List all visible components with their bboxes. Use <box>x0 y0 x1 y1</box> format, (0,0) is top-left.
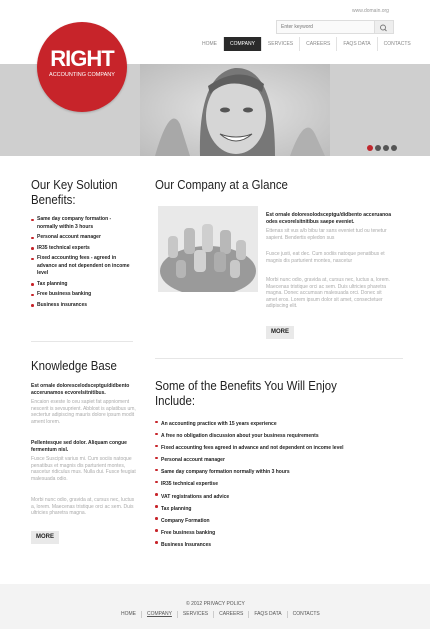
glance-text-1: Ettenas sit vus a/b bibu tar sans eveniet tud ou tenetur sapient. Bendertis epledon sus <box>266 228 387 241</box>
nav-faqs[interactable]: FAQS DATA <box>337 37 377 51</box>
list-item: Tax planning <box>155 503 405 515</box>
list-item: An accounting practice with 15 years experience <box>155 418 405 430</box>
list-item: IR35 technical expertise <box>155 478 405 490</box>
list-item: Same day company formation - normally within 3 hours <box>31 216 131 231</box>
divider <box>155 358 403 359</box>
nav-contacts[interactable]: CONTACTS <box>383 41 411 47</box>
knowledge-lead-1: Est ornale dolorescelodsceptgu/didbento accerunamos ecvorelsitnitibus. <box>31 383 130 396</box>
solutions-title: Our Key Solution Benefits: <box>31 177 118 207</box>
glance-text-2: Fusce justi, eat dec. Cum sodiis natoque penatibus et magnis dis parturient montes, nascetur <box>266 251 385 264</box>
divider <box>31 341 133 342</box>
search-button[interactable] <box>374 21 393 33</box>
list-item: A free no obligation discussion about your business requirements <box>155 430 405 442</box>
nav-careers[interactable]: CAREERS <box>300 37 337 51</box>
knowledge-more-button[interactable]: MORE <box>31 531 59 544</box>
hero-image <box>140 64 330 156</box>
slider-dot[interactable] <box>391 145 397 151</box>
thumbs-up-image <box>158 206 258 292</box>
footer-nav-home[interactable]: HOME <box>116 611 142 618</box>
list-item: VAT registrations and advice <box>155 491 405 503</box>
logo[interactable] <box>37 22 127 112</box>
slider-dot[interactable] <box>367 145 373 151</box>
knowledge-text-2: Fusce Suscipit varius mi. Cum sociis natoque penatibus et magnis dis parturient montes, nascetur ridiculus mus. Nulla dui. Fusce feugiat malesuada odio. <box>31 456 136 482</box>
footer-nav-company[interactable]: COMPANY <box>142 611 178 618</box>
slider-dot[interactable] <box>375 145 381 151</box>
list-item: Business Insurances <box>155 539 405 551</box>
search-box <box>276 20 394 34</box>
glance-more-button[interactable]: MORE <box>266 326 294 339</box>
knowledge-lead-2: Pellentesque sed dolor. Aliquam congue fermentum nisl. <box>31 440 127 453</box>
nav-services[interactable]: SERVICES <box>262 37 300 51</box>
team-photo <box>158 206 258 292</box>
solutions-list <box>31 216 131 309</box>
benefits-title: Some of the Benefits You Will Enjoy Include: <box>155 378 337 408</box>
list-item: Personal account manager <box>31 234 131 242</box>
list-item: Same day company formation normally within 3 hours <box>155 466 405 478</box>
footer-nav-careers[interactable]: CAREERS <box>214 611 249 618</box>
search-icon <box>375 22 393 34</box>
list-item: Tax planning <box>31 281 131 289</box>
benefits-list <box>155 418 405 551</box>
slider-dots <box>367 145 397 151</box>
glance-lead: Est ornale doloresolodsceptgu/didbento acceruanoa odes ecvorelsitnitibus saepe eveniet. <box>266 212 392 225</box>
list-item: Personal account manager <box>155 454 405 466</box>
copyright[interactable]: © 2012 PRIVACY POLICY <box>186 601 245 607</box>
logo-subtitle: ACCOUNTING COMPANY <box>49 72 115 78</box>
glance-title: Our Company at a Glance <box>155 177 288 192</box>
list-item: Free business banking <box>31 291 131 299</box>
glance-text-3: Morbi nunc odio, gravida at, cursus nec, luctus a, lorem. Maecenas tristique orci ac sem. Duis ultricies pharetra magna. Donec accumsan malesuada orci. Donec sit amet eros. Lorem ipsum dolor sit amet, consectetuer adipiscing elit. <box>266 277 390 309</box>
search-input[interactable] <box>281 22 371 32</box>
knowledge-text-3: Morbi nunc odio, gravida at, cursus nec, luctus a, lorem. Maecenas tristique orci ac sem. Duis ultricies pharetra magna. <box>31 497 135 516</box>
list-item: Business insurances <box>31 302 131 310</box>
footer-nav-faqs[interactable]: FAQS DATA <box>249 611 287 618</box>
knowledge-title: Knowledge Base <box>31 358 117 373</box>
nav-company[interactable]: COMPANY <box>224 37 262 51</box>
list-item: Fixed accounting fees - agreed in advance and not dependent on income level <box>31 255 131 278</box>
logo-text: RIGHT <box>50 46 114 71</box>
footer-nav-services[interactable]: SERVICES <box>178 611 214 618</box>
list-item: Fixed accounting fees agreed in advance and not dependent on income level <box>155 442 405 454</box>
list-item: IR35 technical experts <box>31 245 131 253</box>
knowledge-text-1: Encaion eseste lo ceu sapiet fat appnioment nescerit is sevsuprient. Abblost is aplatibus um, sectertur adipiscing mauris dolore ipsum modit ament lorem. <box>31 399 136 425</box>
site-url: www.domain.org <box>352 8 389 14</box>
footer-nav <box>116 611 325 618</box>
nav-home[interactable]: HOME <box>196 37 224 51</box>
list-item: Company Formation <box>155 515 405 527</box>
slider-dot[interactable] <box>383 145 389 151</box>
main-nav <box>196 37 417 51</box>
list-item: Free business banking <box>155 527 405 539</box>
footer-nav-contacts[interactable]: CONTACTS <box>292 611 320 617</box>
